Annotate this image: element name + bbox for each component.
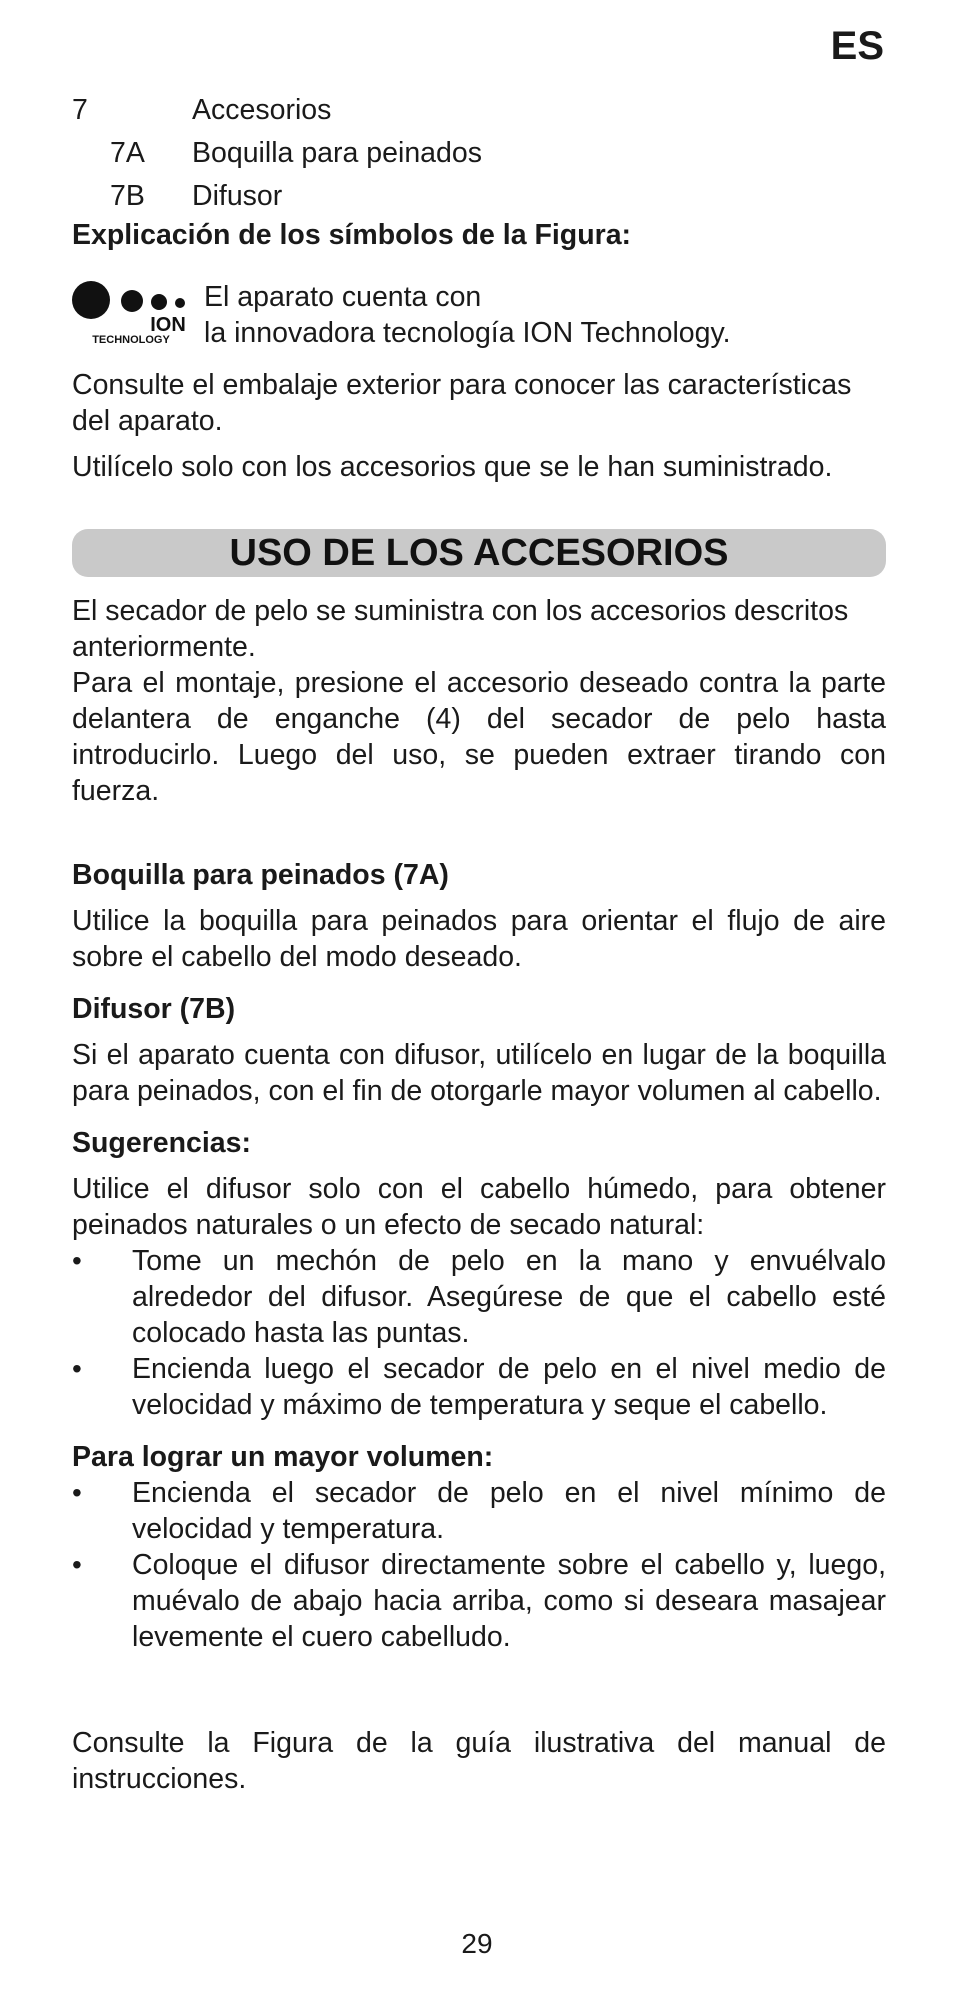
toc-label: Accesorios bbox=[192, 93, 332, 126]
volume-heading: Para lograr un mayor volumen: bbox=[72, 1441, 494, 1473]
toc-label: Difusor bbox=[192, 179, 283, 212]
toc-label: Boquilla para peinados bbox=[192, 136, 482, 169]
list-item-text: Encienda luego el secador de pelo en el nivel medio de velocidad y máximo de temperatura y seque el cabello. bbox=[132, 1353, 886, 1421]
list-item-text: Tome un mechón de pelo en la mano y envuélvalo alrededor del difusor. Asegúrese de que el cabello esté colocado hasta las puntas. bbox=[132, 1245, 886, 1349]
packaging-note: Consulte el embalaje exterior para conocer las características del aparato. bbox=[72, 369, 852, 437]
diffuser-heading: Difusor (7B) bbox=[72, 993, 236, 1025]
accessories-note: Utilícelo solo con los accesorios que se le han suministrado. bbox=[72, 451, 833, 483]
intro-paragraph-1: El secador de pelo se suministra con los accesorios descritos anteriormente. bbox=[72, 595, 849, 663]
toc-item-7b bbox=[72, 174, 886, 217]
bullet-icon: • bbox=[72, 1477, 82, 1508]
list-item-text: Coloque el difusor directamente sobre el cabello y, luego, muévalo de abajo hacia arriba, como si deseara masajear levemente el cuero cabelludo. bbox=[132, 1549, 886, 1653]
toc-item-7 bbox=[72, 88, 886, 131]
tips-bullet-list bbox=[72, 1243, 886, 1423]
list-item bbox=[72, 1243, 886, 1351]
bullet-icon: • bbox=[72, 1353, 82, 1384]
bullet-icon: • bbox=[72, 1245, 82, 1276]
toc-item-7a bbox=[72, 131, 886, 174]
tips-heading: Sugerencias: bbox=[72, 1127, 251, 1159]
nozzle-text: Utilice la boquilla para peinados para orientar el flujo de aire sobre el cabello del modo deseado. bbox=[72, 905, 886, 973]
toc-list bbox=[72, 88, 886, 217]
symbols-heading: Explicación de los símbolos de la Figura: bbox=[72, 219, 632, 251]
ion-technology-logo-icon bbox=[72, 281, 190, 345]
list-item bbox=[72, 1351, 886, 1423]
tips-text: Utilice el difusor solo con el cabello húmedo, para obtener peinados naturales o un efecto de secado natural: bbox=[72, 1173, 886, 1241]
closing-note: Consulte la Figura de la guía ilustrativa del manual de instrucciones. bbox=[72, 1727, 886, 1795]
nozzle-heading: Boquilla para peinados (7A) bbox=[72, 859, 449, 891]
list-item bbox=[72, 1475, 886, 1547]
diffuser-text: Si el aparato cuenta con difusor, utilícelo en lugar de la boquilla para peinados, con el fin de otorgarle mayor volumen al cabello. bbox=[72, 1039, 886, 1107]
ion-line-2: la innovadora tecnología ION Technology. bbox=[204, 317, 731, 349]
ion-logo-text: ION bbox=[150, 314, 186, 336]
toc-number: 7A bbox=[110, 136, 145, 169]
intro-paragraph-2: Para el montaje, presione el accesorio deseado contra la parte delantera de enganche (4) del secador de pelo hasta introducirlo. Luego del uso, se pueden extraer tirando con fuerza. bbox=[72, 667, 886, 807]
page-number: 29 bbox=[461, 1928, 493, 1959]
page-content bbox=[72, 88, 886, 1797]
bullet-icon: • bbox=[72, 1549, 82, 1580]
list-item-text: Encienda el secador de pelo en el nivel mínimo de velocidad y temperatura. bbox=[132, 1477, 886, 1545]
ion-symbol-description bbox=[204, 279, 731, 351]
volume-bullet-list bbox=[72, 1475, 886, 1655]
section-title-bar: USO DE LOS ACCESORIOS bbox=[72, 529, 886, 577]
technology-logo-text: TECHNOLOGY bbox=[92, 334, 170, 345]
language-code: ES bbox=[830, 24, 884, 68]
toc-number: 7 bbox=[72, 93, 88, 126]
ion-line-1: El aparato cuenta con bbox=[204, 281, 482, 313]
ion-symbol-row bbox=[72, 279, 886, 351]
toc-number: 7B bbox=[110, 179, 145, 212]
list-item bbox=[72, 1547, 886, 1655]
